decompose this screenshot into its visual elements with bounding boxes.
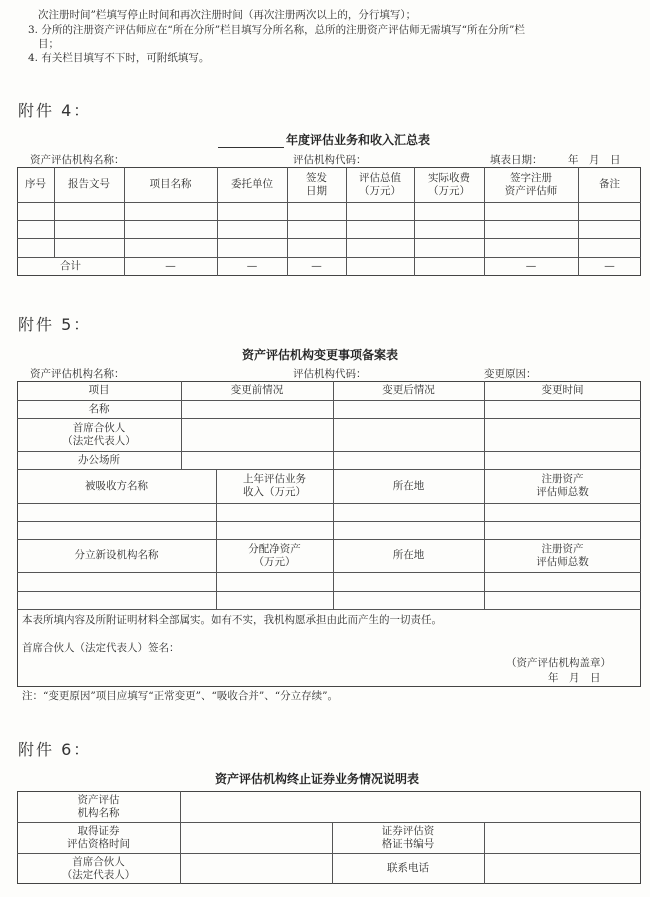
absorbed-income-header: 上年评估业务 收入（万元） bbox=[243, 473, 306, 498]
row-label-chief-partner: 首席合伙人 （法定代表人） bbox=[62, 421, 136, 447]
org-name-field[interactable] bbox=[180, 791, 641, 822]
split-appraiser-count-header: 注册资产 评估师总数 bbox=[536, 542, 589, 568]
annex4-title-text: 年度评估业务和收入汇总表 bbox=[286, 133, 431, 147]
col-header-item: 项目 bbox=[88, 384, 110, 396]
col-header-signing-appraiser: 签字注册 资产评估师 bbox=[504, 171, 558, 197]
split-location-header: 所在地 bbox=[392, 549, 425, 561]
seal-label: （资产评估机构盖章） bbox=[506, 657, 611, 669]
table-row[interactable] bbox=[17, 220, 641, 238]
total-fee-cell[interactable] bbox=[414, 257, 484, 276]
row-label-org-name: 资产评估 机构名称 bbox=[77, 793, 120, 819]
total-client: — bbox=[246, 260, 258, 272]
col-header-report-no: 报告文号 bbox=[68, 178, 110, 190]
absorbed-location-header: 所在地 bbox=[392, 479, 425, 492]
intro-note-item3-cont: 目； bbox=[38, 38, 59, 50]
col-header-project-name: 项目名称 bbox=[149, 178, 192, 190]
intro-note-item3: 3. 分所的注册资产评估师应在“所在分所”栏目填写分所名称，总所的注册资产评估师无需填写“所在分所”栏 bbox=[28, 24, 525, 36]
table-row[interactable] bbox=[17, 503, 641, 521]
row-label-qualification-time: 取得证券 评估资格时间 bbox=[67, 824, 130, 850]
row-label-office: 办公场所 bbox=[78, 453, 120, 466]
total-value-cell[interactable] bbox=[346, 257, 414, 276]
annex5-hline bbox=[17, 609, 641, 610]
split-name-header: 分立新设机构名称 bbox=[74, 549, 159, 561]
col-header-remarks: 备注 bbox=[599, 178, 620, 190]
col-header-before: 变更前情况 bbox=[230, 384, 284, 396]
annex6-label: 附件 6： bbox=[18, 740, 92, 759]
absorbed-appraiser-count-header: 注册资产 评估师总数 bbox=[536, 473, 589, 498]
annex5-org-code-label: 评估机构代码： bbox=[293, 368, 367, 380]
certificate-no-field[interactable] bbox=[484, 822, 641, 853]
col-header-after: 变更后情况 bbox=[382, 384, 435, 396]
table-row[interactable] bbox=[17, 572, 641, 591]
signature-label: 首席合伙人（法定代表人）签名： bbox=[22, 642, 180, 654]
table-row[interactable] bbox=[17, 591, 641, 609]
total-appraiser: — bbox=[525, 260, 537, 272]
col-header-actual-fee: 实际收费 （万元） bbox=[428, 171, 470, 197]
table-row[interactable] bbox=[17, 238, 641, 257]
table-row[interactable] bbox=[181, 418, 641, 451]
annex5-change-reason-label: 变更原因： bbox=[484, 368, 537, 380]
table-row[interactable] bbox=[17, 202, 641, 220]
annex5-label: 附件 5： bbox=[18, 315, 92, 334]
intro-note-item4: 4. 有关栏目填写不下时，可附纸填写。 bbox=[28, 52, 210, 64]
annex4-label: 附件 4： bbox=[18, 101, 92, 120]
annex4-title bbox=[218, 131, 430, 148]
total-row-label: 合计 bbox=[60, 260, 81, 272]
annex4-fill-date-label: 填表日期： bbox=[490, 154, 543, 166]
table-row[interactable] bbox=[181, 451, 641, 469]
col-header-change-time: 变更时间 bbox=[541, 384, 584, 396]
row-label-name: 名称 bbox=[88, 402, 110, 415]
col-header-client: 委托单位 bbox=[231, 178, 273, 190]
annex6-title: 资产评估机构终止证券业务情况说明表 bbox=[215, 772, 420, 786]
total-project-name: — bbox=[165, 260, 176, 272]
annex5-footnote: 注：“变更原因”项目应填写“正常变更”、“吸收合并”、“分立存续”。 bbox=[22, 690, 338, 702]
annex5-title: 资产评估机构变更事项备案表 bbox=[242, 348, 399, 362]
row-label-phone: 联系电话 bbox=[387, 862, 429, 874]
row-label-certificate-no: 证券评估资 格证书编号 bbox=[381, 824, 435, 850]
row-label-chief-partner: 首席合伙人 （法定代表人） bbox=[61, 855, 136, 881]
col-header-total-value: 评估总值 （万元） bbox=[359, 171, 401, 197]
total-remarks: — bbox=[604, 260, 615, 272]
absorbed-name-header: 被吸收方名称 bbox=[85, 479, 148, 492]
declaration-date-units: 年 月 日 bbox=[548, 672, 601, 684]
split-net-assets-header: 分配净资产 （万元） bbox=[248, 542, 301, 568]
declaration-text: 本表所填内容及所附证明材料全部属实。如有不实，我机构愿承担由此而产生的一切责任。 bbox=[22, 614, 442, 626]
col-header-serial: 序号 bbox=[25, 178, 46, 190]
table-row[interactable] bbox=[17, 521, 641, 539]
annex4-org-name-label: 资产评估机构名称： bbox=[30, 154, 125, 166]
annex4-org-code-label: 评估机构代码： bbox=[293, 154, 367, 166]
phone-field[interactable] bbox=[484, 853, 641, 884]
total-issue-date: — bbox=[311, 260, 322, 272]
chief-partner-field[interactable] bbox=[180, 853, 332, 884]
qualification-time-field[interactable] bbox=[180, 822, 332, 853]
col-header-issue-date: 签发 日期 bbox=[306, 171, 327, 197]
annex5-org-name-label: 资产评估机构名称： bbox=[30, 368, 125, 380]
year-blank[interactable] bbox=[218, 135, 284, 148]
annex4-date-units: 年 月 日 bbox=[568, 154, 621, 166]
table-row[interactable] bbox=[181, 400, 641, 418]
intro-note-line1: 次注册时间”栏填写停止时间和再次注册时间（再次注册两次以上的，分行填写）； bbox=[38, 9, 417, 21]
